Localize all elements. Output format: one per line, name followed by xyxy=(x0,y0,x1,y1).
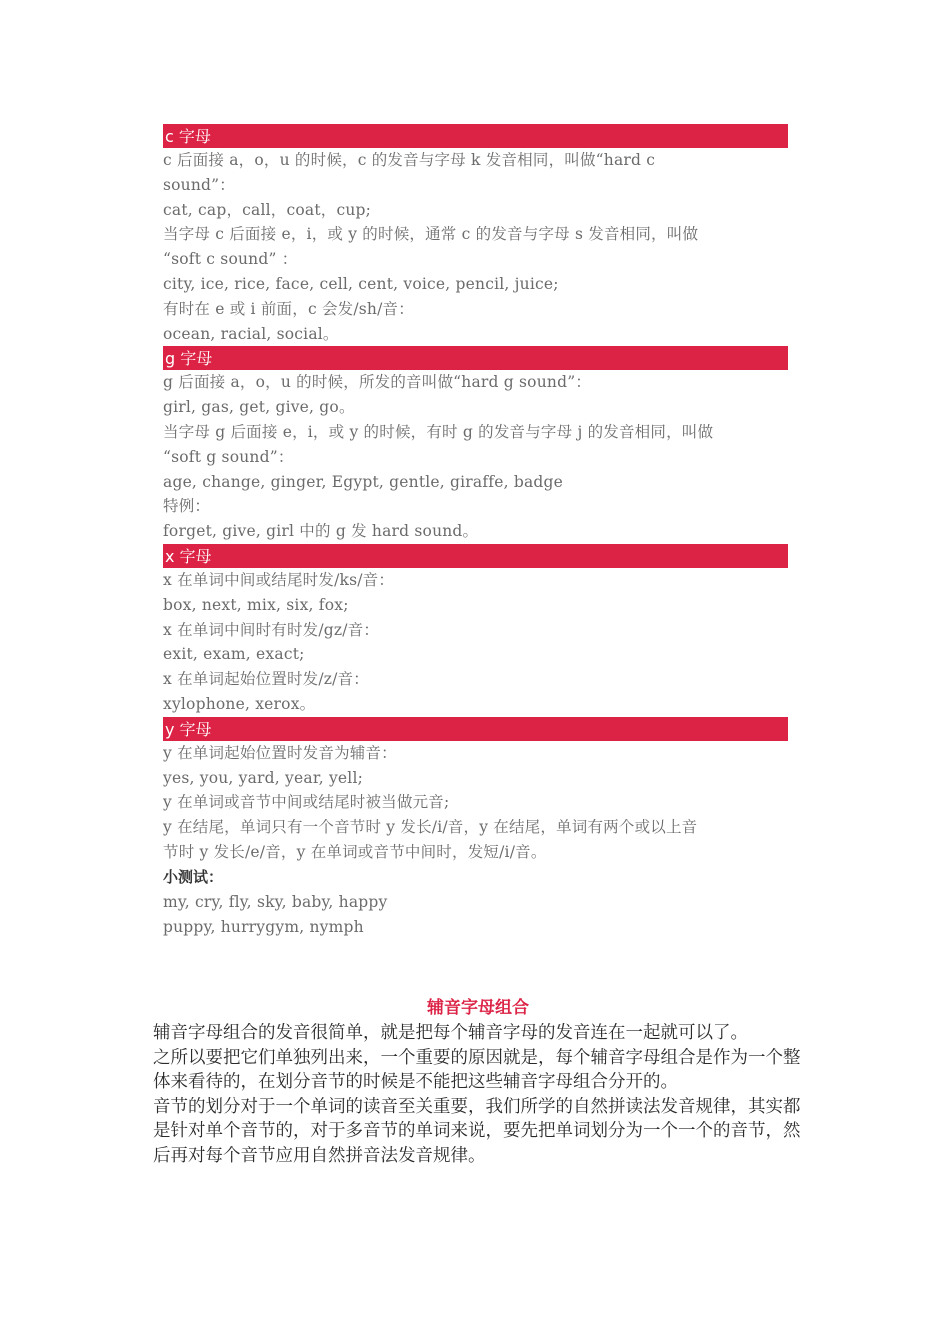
text-line: c 后面接 a，o，u 的时候，c 的发音与字母 k 发音相同，叫做“hard c xyxy=(163,151,656,169)
text-line: yes, you, yard, year, yell; xyxy=(163,768,364,787)
consonant-combination-section xyxy=(153,995,803,1168)
paragraph: 之所以要把它们单独列出来，一个重要的原因就是，每个辅音字母组合是作为一个整体来看待的，在划分音节的时候是不能把这些辅音字母组合分开的。 xyxy=(153,1047,801,1092)
quiz-line: my, cry, fly, sky, baby, happy xyxy=(163,892,388,911)
text-line: “soft c sound” ： xyxy=(163,250,298,269)
text-line: x 在单词中间或结尾时发/ks/音： xyxy=(163,570,395,589)
text-line: g 后面接 a，o，u 的时候，所发的音叫做“hard g sound”： xyxy=(163,373,592,392)
paragraph: 辅音字母组合的发音很简单，就是把每个辅音字母的发音连在一起就可以了。 xyxy=(153,1023,748,1043)
paragraph: 音节的划分对于一个单词的读音至关重要，我们所学的自然拼读法发音规律，其实都是针对单个音节的，对于多音节的单词来说，要先把单词划分为一个一个的音节，然后再对每个音节应用自然拼音法发音规律。 xyxy=(153,1096,801,1166)
text-line: x 在单词中间时有时发/gz/音： xyxy=(163,620,380,639)
text-line: 有时在 e 或 i 前面，c 会发/sh/音： xyxy=(163,299,414,318)
text-line: cat, cap，call，coat，cup; xyxy=(163,200,372,219)
heading-c: c 字母 xyxy=(163,124,788,148)
text-line: 当字母 g 后面接 e，i，或 y 的时候，有时 g 的发音与字母 j 的发音相同，叫做 xyxy=(163,422,714,441)
text-line: “soft g sound”： xyxy=(163,447,294,466)
heading-g: g 字母 xyxy=(163,346,788,370)
heading-x: x 字母 xyxy=(163,544,788,568)
text-line: xylophone, xerox。 xyxy=(163,694,316,713)
text-line: y 在结尾，单词只有一个音节时 y 发长/i/音，y 在结尾，单词有两个或以上音 xyxy=(163,818,698,837)
section-title: 辅音字母组合 xyxy=(427,998,529,1018)
text-line: city, ice, rice, face, cell, cent, voice, pencil, juice; xyxy=(163,274,559,293)
text-line: sound”： xyxy=(163,175,235,194)
text-line: girl, gas, get, give, go。 xyxy=(163,398,355,417)
text-line: 特例： xyxy=(163,497,211,516)
text-line: 当字母 c 后面接 e，i，或 y 的时候，通常 c 的发音与字母 s 发音相同，叫做 xyxy=(163,225,699,244)
text-line: exit, exam, exact; xyxy=(163,645,305,664)
text-line: ocean, racial, social。 xyxy=(163,324,339,343)
quiz-label: 小测试： xyxy=(163,867,224,886)
text-line: x 在单词起始位置时发/z/音： xyxy=(163,670,369,689)
text-line: box, next, mix, six, fox; xyxy=(163,595,349,614)
heading-y: y 字母 xyxy=(163,717,788,741)
letter-rules xyxy=(163,124,788,939)
quiz-line: puppy, hurrygym, nymph xyxy=(163,917,364,936)
text-line: 节时 y 发长/e/音，y 在单词或音节中间时，发短/i/音。 xyxy=(163,842,547,861)
text-line: y 在单词或音节中间或结尾时被当做元音; xyxy=(163,793,450,812)
text-line: forget, give, girl 中的 g 发 hard sound。 xyxy=(163,522,479,541)
text-line: age, change, ginger, Egypt, gentle, giraffe, badge xyxy=(163,472,564,491)
text-line: y 在单词起始位置时发音为辅音： xyxy=(163,743,397,762)
